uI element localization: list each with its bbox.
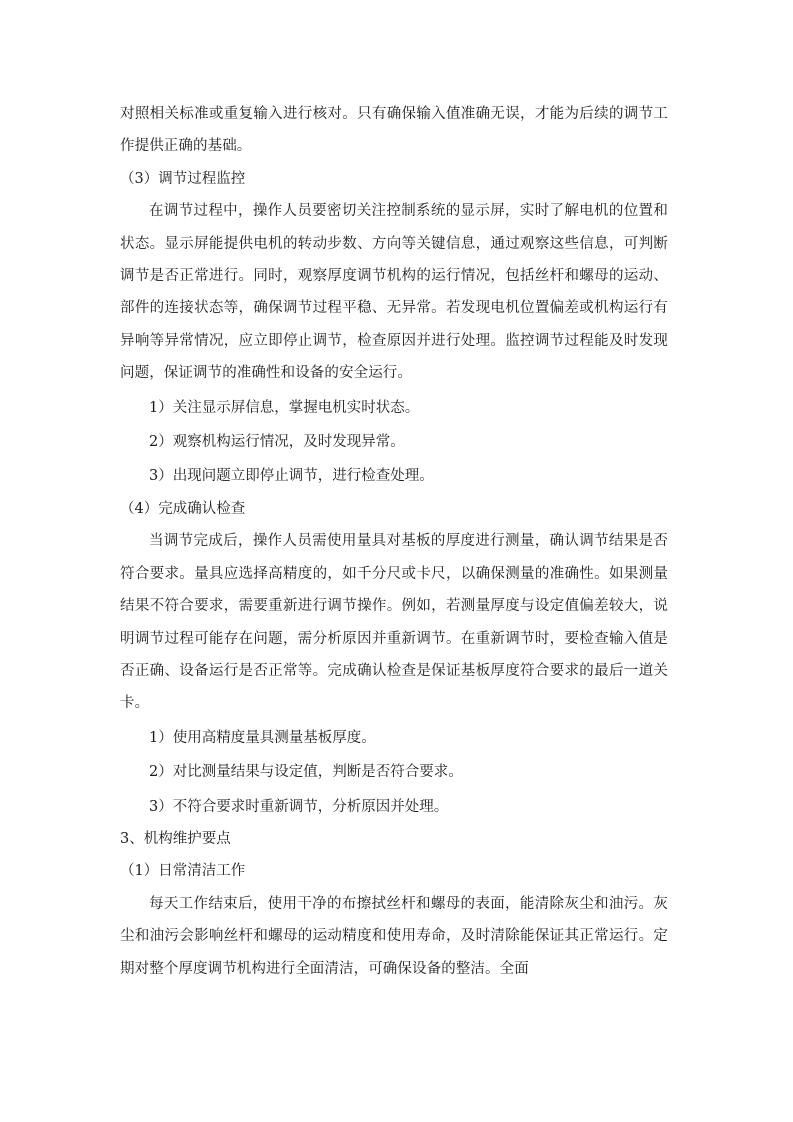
list-item: 1）使用高精度量具测量基板厚度。 [149, 729, 376, 746]
list-item: 3）出现问题立即停止调节，进行检查处理。 [149, 468, 434, 485]
paragraph-continued: 对照相关标准或重复输入进行核对。只有确保输入值准确无误，才能为后续的调节工作提供正确的基础。 [120, 106, 668, 155]
list-item: 2）观察机构运行情况，及时发现异常。 [149, 434, 405, 451]
subheading-completion-check: （4）完成确认检查 [120, 500, 246, 517]
document-page [120, 98, 668, 985]
list-item: 1）关注显示屏信息，掌握电机实时状态。 [149, 399, 420, 416]
subheading-daily-cleaning: （1）日常清洁工作 [120, 863, 246, 880]
paragraph-process-monitoring: 在调节过程中，操作人员要密切关注控制系统的显示屏，实时了解电机的位置和状态。显示屏能提供电机的转动步数、方向等关键信息，通过观察这些信息，可判断调节是否正常进行。同时，观察厚度调节机构的运行情况，包括丝杆和螺母的运动、部件的连接状态等，确保调节过程平稳、无异常。若发现电机位置偏差或机构运行有异响等异常情况，应立即停止调节，检查原因并进行处理。监控调节过程能及时发现问题，保证调节的准确性和设备的安全运行。 [120, 203, 668, 382]
list-item: 3）不符合要求时重新调节，分析原因并处理。 [149, 798, 449, 815]
list-item: 2）对比测量结果与设定值，判断是否符合要求。 [149, 764, 463, 781]
paragraph-completion-check: 当调节完成后，操作人员需使用量具对基板的厚度进行测量，确认调节结果是否符合要求。量具应选择高精度的，如千分尺或卡尺，以确保测量的准确性。如果测量结果不符合要求，需要重新进行调节操作。例如，若测量厚度与设定值偏差较大，说明调节过程可能存在问题，需分析原因并重新调节。在重新调节时，要检查输入值是否正确、设备运行是否正常等。完成确认检查是保证基板厚度符合要求的最后一道关卡。 [120, 533, 668, 712]
paragraph-daily-cleaning: 每天工作结束后，使用干净的布擦拭丝杆和螺母的表面，能清除灰尘和油污。灰尘和油污会影响丝杆和螺母的运动精度和使用寿命，及时清除能保证其正常运行。定期对整个厚度调节机构进行全面清洁，可确保设备的整洁。全面 [120, 895, 668, 977]
subheading-process-monitoring: （3）调节过程监控 [120, 170, 246, 187]
section-heading-maintenance: 3、机构维护要点 [120, 830, 231, 847]
